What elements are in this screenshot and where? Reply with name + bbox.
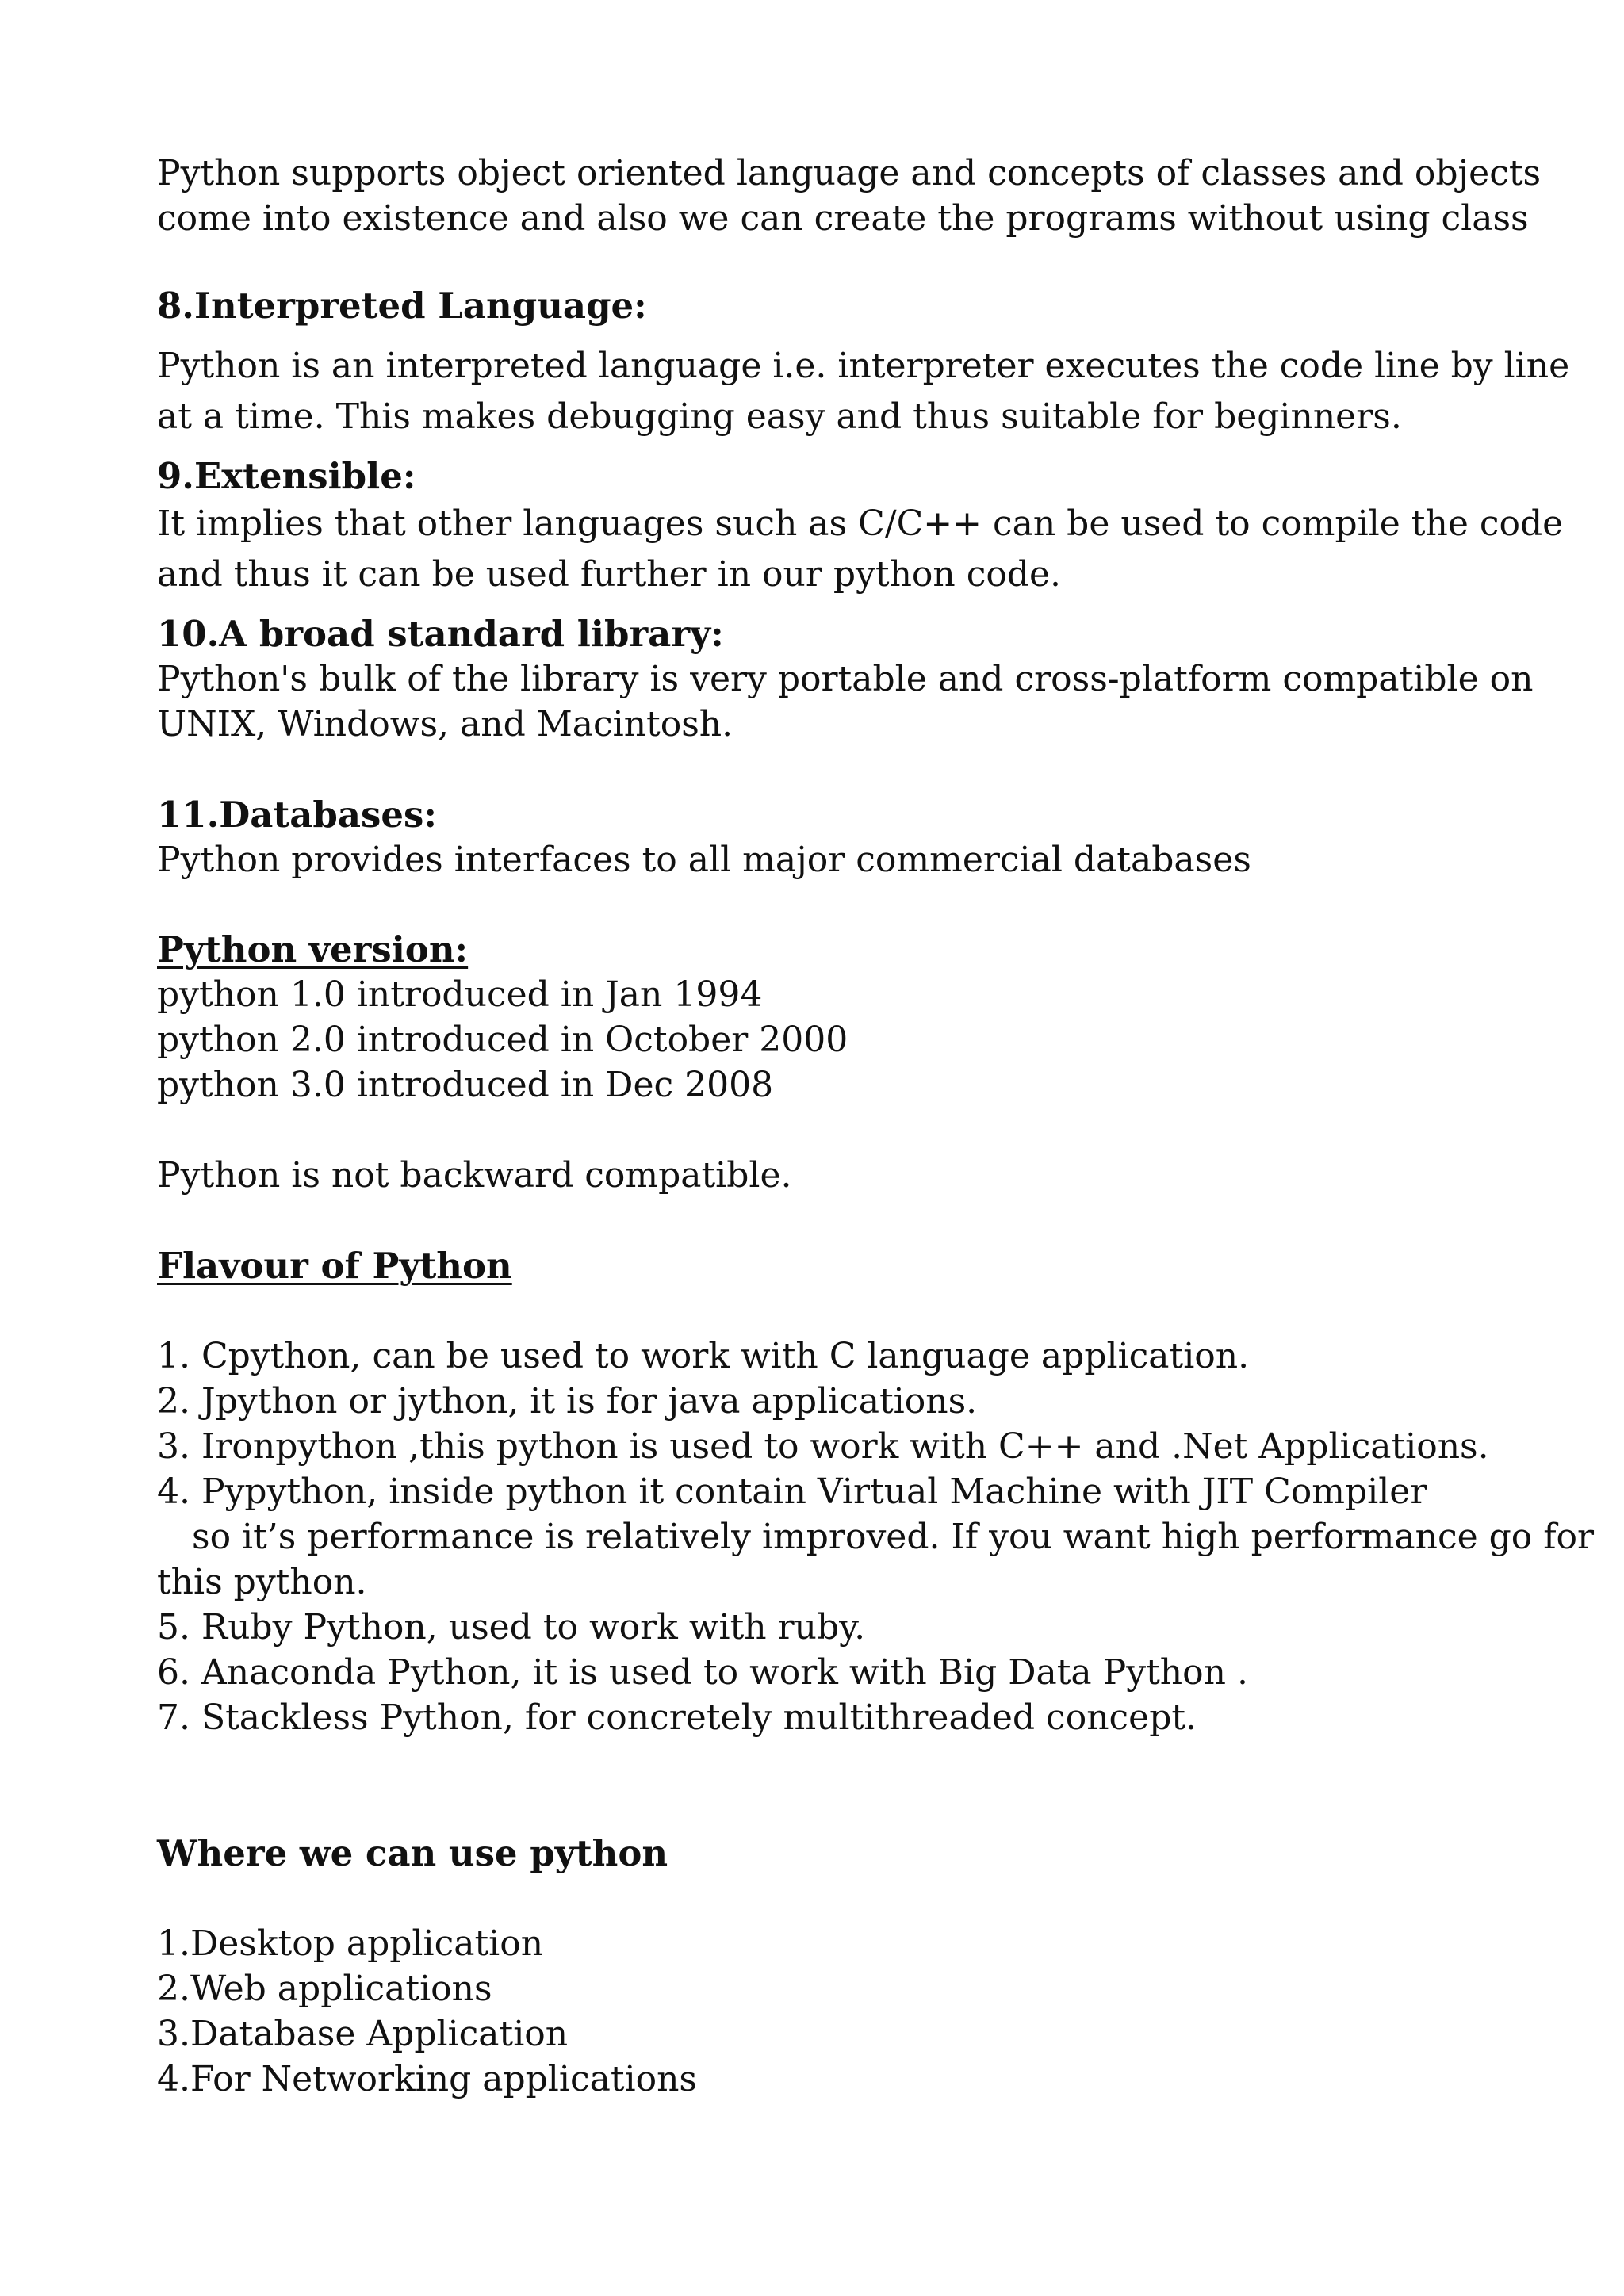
flavour-item-continuation: so it’s performance is relatively improved. If you want high performance go for <box>192 1517 1595 1557</box>
flavour-item: 7. Stackless Python, for concretely multithreaded concept. <box>157 1697 1197 1738</box>
flavour-item: 3. Ironpython ,this python is used to work with C++ and .Net Applications. <box>157 1426 1489 1467</box>
version-item: python 1.0 introduced in Jan 1994 <box>157 974 763 1015</box>
section-heading-extensible: 9.Extensible: <box>157 455 416 497</box>
section-heading-python-version: Python version: <box>157 928 469 970</box>
flavour-item: 6. Anaconda Python, it is used to work with Big Data Python . <box>157 1652 1248 1693</box>
version-list <box>157 972 1505 1108</box>
flavour-item: 5. Ruby Python, used to work with ruby. <box>157 1607 866 1647</box>
text-line: Python's bulk of the library is very portable and cross-platform compatible on <box>157 659 1534 699</box>
version-item: python 2.0 introduced in October 2000 <box>157 1020 848 1060</box>
text-line: UNIX, Windows, and Macintosh. <box>157 704 733 744</box>
use-list <box>157 1921 1505 2102</box>
section-heading-library: 10.A broad standard library: <box>157 613 724 655</box>
section-heading-where-use: Where we can use python <box>157 1832 668 1874</box>
intro-paragraph <box>157 151 1542 241</box>
use-item: 3.Database Application <box>157 2014 569 2054</box>
section-heading-databases: 11.Databases: <box>157 794 437 836</box>
use-item: 4.For Networking applications <box>157 2059 697 2099</box>
text-line: Python is not backward compatible. <box>157 1155 792 1196</box>
section-text-library <box>157 656 1534 747</box>
document-content <box>157 151 1595 2102</box>
use-item: 2.Web applications <box>157 1969 492 2009</box>
intro-line: Python supports object oriented language and concepts of classes and objects <box>157 153 1542 193</box>
compatibility-note <box>157 1153 1505 1198</box>
section-text-extensible <box>157 499 1564 600</box>
text-line: at a time. This makes debugging easy and thus suitable for beginners. <box>157 396 1402 437</box>
intro-line: come into existence and also we can create the programs without using class <box>157 198 1529 239</box>
flavour-item-continuation: this python. <box>157 1562 367 1602</box>
version-item: python 3.0 introduced in Dec 2008 <box>157 1065 774 1105</box>
section-text-databases <box>157 837 1505 882</box>
section-heading-flavour: Flavour of Python <box>157 1245 512 1287</box>
text-line: and thus it can be used further in our python code. <box>157 554 1062 595</box>
flavour-list <box>157 1334 1595 1740</box>
flavour-item: 4. Pypython, inside python it contain Virtual Machine with JIT Compiler <box>157 1471 1427 1512</box>
section-heading-interpreted: 8.Interpreted Language: <box>157 285 647 327</box>
text-line: Python provides interfaces to all major commercial databases <box>157 840 1251 880</box>
section-text-interpreted <box>157 341 1570 442</box>
text-line: Python is an interpreted language i.e. interpreter executes the code line by line <box>157 346 1570 386</box>
text-line: It implies that other languages such as C/C++ can be used to compile the code <box>157 503 1564 544</box>
use-item: 1.Desktop application <box>157 1923 544 1964</box>
flavour-item: 1. Cpython, can be used to work with C language application. <box>157 1336 1250 1376</box>
flavour-item: 2. Jpython or jython, it is for java applications. <box>157 1381 978 1422</box>
